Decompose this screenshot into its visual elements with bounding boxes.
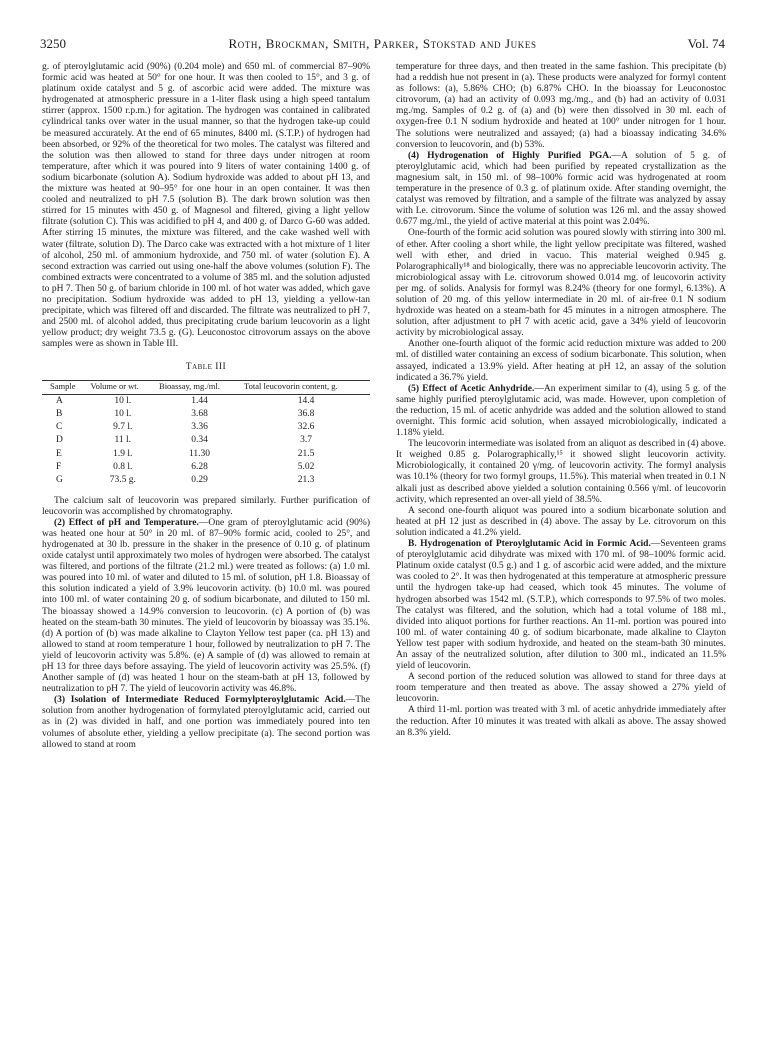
table-caption: Table III: [185, 362, 227, 373]
volume-label: Vol. 74: [687, 36, 725, 51]
paragraph: [396, 439, 726, 506]
paragraph-text: The leucovorin intermediate was isolated from an aliquot as described in (4) above. It weighed 0.85 g. Polarographically,¹⁵ it showed slight leucovorin activity. Microbiologically, it contained 20 γ/mg. of leucovorin activity. The formyl analysis was 10.1% (theory for two formyl groups, 11.5%). This material when treated in 0.1 N alkali just as described above yielded a solution containing 0.566 γ/ml. of leucovorin activity, which represented an over-all yield of 38.5%.: [396, 439, 726, 505]
table-cell: 0.29: [191, 475, 208, 486]
table-cell: E: [56, 448, 62, 459]
table-row: [42, 461, 370, 474]
paragraph-text: A second one-fourth aliquot was poured into a sodium bicarbonate solution and heated at pH 12 just as described in (4) above. The assay by Le. citrovorum on this solution indicated a 41.2% yield.: [396, 505, 726, 538]
table-row: [42, 434, 370, 447]
running-header: [40, 36, 725, 54]
table-row: [42, 448, 370, 461]
table-cell: 3.7: [300, 435, 312, 446]
table-cell: 11 l.: [114, 435, 132, 446]
paragraph-text: —An experiment similar to (4), using 5 g. of the same highly purified pteroylglutamic acid, was made. However, upon completion of the reduction, 15 ml. of acetic anhydride was added and the solution allowed to stand overnight. This formic acid solution, when assayed microbiologically, indicated a 1.18% yield.: [396, 383, 726, 439]
paragraph: [42, 496, 370, 518]
table-cell: D: [56, 435, 63, 446]
table-cell: 73.5 g.: [109, 475, 136, 486]
table-cell: A: [56, 395, 63, 406]
table-cell: G: [56, 475, 63, 486]
paragraph: [396, 506, 726, 539]
table-cell: 0.34: [191, 435, 208, 446]
table-cell: 36.8: [297, 408, 315, 419]
paragraph-text: The calcium salt of leucovorin was prepared similarly. Further purification of leucovorin was accomplished by chromatography.: [42, 495, 370, 517]
table-cell: 3.68: [191, 408, 208, 419]
paragraph-text: One-fourth of the formic acid solution was poured slowly with stirring into 300 ml. of ether. After cooling a short while, the light yellow precipitate was filtered, washed well with ether, and dried in vacuo. This material weighed 0.945 g. Polarographically¹⁸ and biologically, there was no appreciable leucovorin activity. The microbiological assay with Le. citrovorum showed 0.014 mg. of leucovorin activity per mg. of solids. Analysis for formyl was 8.24% (theory for one formyl, 6.13%). A solution of 20 mg. of this yellow intermediate in 20 ml. of air-free 0.1 N sodium hydroxide was heated on a steam-bath for 45 minutes in a nitrogen atmosphere. The solution, after adjustment to pH 7 with acetic acid, gave a 34% yield of leucovorin activity by microbiological assay.: [396, 228, 726, 339]
left-column: [42, 62, 370, 751]
table-cell: 11.30: [189, 448, 211, 459]
table-cell: 32.6: [297, 422, 315, 433]
section-heading: (2) Effect of pH and Temperature.: [54, 517, 199, 528]
paragraph: [396, 62, 726, 151]
table-cell: 10 l.: [114, 395, 132, 406]
paragraph: [396, 339, 726, 383]
table-cell: B: [56, 408, 63, 419]
table-row: [42, 421, 370, 434]
table-cell: 0.8 l.: [113, 462, 133, 473]
table-header-cell: Sample: [42, 380, 89, 394]
table-cell: C: [56, 422, 63, 433]
table-row: [42, 408, 370, 421]
paragraph-text: A third 11-ml. portion was treated with 3 ml. of acetic anhydride immediately after the reduction. After 10 minutes it was treated with alkali as above. The assay showed an 8.3% yield.: [396, 705, 726, 738]
section-heading: (5) Effect of Acetic Anhydride.: [408, 383, 535, 394]
paragraph-text: —A solution of 5 g. of pteroylglutamic acid, which had been purified by repeated crystallization as the magnesium salt, in 150 ml. of 98–100% formic acid was hydrogenated at room temperature in the presence of 0.3 g. of platinum oxide. After standing overnight, the catalyst was removed by filtration, and a sample of the filtrate was analyzed by assay with Le. citrovorum. Since the volume of solution was 126 ml. and the assay showed 0.677 mg./ml., the yield of active material at this point was 2.04%.: [396, 150, 727, 228]
paragraph: [42, 518, 370, 696]
table-header-cell: Total leucovorin content, g.: [242, 380, 370, 394]
table-iii: [42, 380, 370, 488]
table-cell: 1.9 l.: [113, 448, 133, 459]
section-heading: (4) Hydrogenation of Highly Purified PGA.: [408, 150, 612, 161]
table-cell: 1.44: [191, 395, 208, 406]
table-row: [42, 394, 370, 408]
section-heading: B. Hydrogenation of Pteroylglutamic Acid in Formic Acid.: [408, 539, 651, 550]
table-header-cell: Volume or wt.: [89, 380, 158, 394]
paragraph: [396, 228, 726, 339]
table-header-cell: Bioassay, mg./ml.: [157, 380, 242, 394]
paragraph-text: Another one-fourth aliquot of the formic acid reduction mixture was added to 200 ml. of distilled water containing an excess of sodium bicarbonate. This solution, when assayed, indicated a 13.9% yield. After heating at pH 12, an assay of the solution indicated a 36.7% yield.: [396, 339, 726, 383]
table-row: [42, 474, 370, 487]
table-cell: 14.4: [297, 395, 315, 406]
table-cell: 21.5: [297, 448, 315, 459]
paragraph: [396, 151, 726, 229]
right-column: [396, 62, 726, 739]
section-heading: (3) Isolation of Intermediate Reduced Formylpteroylglutamic Acid.: [54, 695, 346, 706]
table-cell: 21.3: [297, 475, 315, 486]
table-cell: 10 l.: [114, 408, 132, 419]
paragraph-text: —One gram of pteroylglutamic acid (90%) was heated one hour at 50° in 20 ml. of 87–90% formic acid, cooled to 25°, and hydrogenated at 30 lb. pressure in the shaker in the presence of 0.10 g. of platinum oxide catalyst until approximately two moles of hydrogen were absorbed. The catalyst was filtered, and portions of the filtrate (21.2 ml.) were treated as follows: (a) 1.0 ml. was poured into 10 ml. of water and diluted to 15 ml. of solution, pH 1.8. Bioassay of this solution indicated a yield of 3.9% leucovorin activity. (b) 10.0 ml. was poured into 100 ml. of water containing 20 g. of sodium bicarbonate, and diluted to 150 ml. The bioassay showed a 14.9% conversion to leucovorin. (c) A portion of (b) was heated on the steam-bath 30 minutes. The yield of leucovorin by bioassay was 35.1%. (d) A portion of (b) was made alkaline to Clayton Yellow test paper (ca. pH 13) and allowed to stand at room temperature 1 hour, followed by neutralization to pH 7. The yield of leucovorin activity was 5.8%. (e) A sample of (d) was allowed to remain at pH 13 for three days before assaying. The yield of leucovorin activity was 25.5%. (f) Another sample of (d) was heated 1 hour on the steam-bath at pH 13, followed by neutralization to pH 7. The yield of leucovorin activity was 46.8%.: [42, 517, 371, 695]
paragraph-text: A second portion of the reduced solution was allowed to stand for three days at room temperature and then treated as above. The assay showed a 27% yield of leucovorin.: [396, 672, 726, 705]
paragraph: [396, 672, 726, 705]
table-cell: 9.7 l.: [113, 422, 133, 433]
paragraph: [396, 539, 726, 672]
table-cell: 6.28: [191, 462, 208, 473]
paragraph: [42, 695, 370, 750]
page-number: 3250: [40, 36, 66, 51]
paragraph: [396, 384, 726, 439]
paragraph-text: —The solution from another hydrogenation of formylated pteroylglutamic acid, carried out as in (2) was divided in half, and one portion was immediately poured into ten volumes of absolute ether, yielding a yellow precipitate (a). The second portion was allowed to stand at room: [42, 695, 370, 750]
paragraph-text: temperature for three days, and then treated in the same fashion. This precipitate (b) had a reddish hue not present in (a). These products were analyzed for formyl content as follows: (a), 5.86% CHO; (b) 6.87% CHO. In the bioassay for Leuconostoc citrovorum, (a) had an activity of 0.093 mg./mg., and (b) had an activity of 0.031 mg./mg. Samples of 0.2 g. of (a) and (b) were then dissolved in 30 ml. each of oxygen-free 0.1 N sodium hydroxide and heated at 100° under nitrogen for 1 hour. The solutions were neutralized and assayed; (a) had a bioassay indicating 34.6% conversion to leucovorin, and (b) 53%.: [396, 62, 726, 150]
table-cell: 5.02: [297, 462, 315, 473]
table-cell: 3.36: [191, 422, 208, 433]
paragraph: [396, 705, 726, 738]
table-cell: F: [56, 462, 62, 473]
running-authors: Roth, Brockman, Smith, Parker, Stokstad and Jukes: [228, 36, 537, 51]
paragraph-text: g. of pteroylglutamic acid (90%) (0.204 mole) and 650 ml. of commercial 87–90% formic acid was heated at 50° for one hour. It was then cooled to 15°, and 3 g. of platinum oxide catalyst and 5 g. of ascorbic acid were added. The mixture was hydrogenated at atmospheric pressure in a 1-liter flask using a high speed tantalum stirrer (approx. 1500 r.p.m.) for agitation. The hydrogen was contained in calibrated cylindrical tanks over water in the usual manner, so that the hydrogen take-up could be measured accurately. At the end of 65 minutes, 8400 ml. (S.T.P.) of hydrogen had been absorbed, or 92% of the theoretical for two moles. The catalyst was filtered and the solution was then allowed to stand for three days under nitrogen at room temperature, after which it was poured into 9 liters of water containing 1400 g. of sodium bicarbonate (solution A). Sodium hydroxide was added to about pH 13, and the mixture was heated at 90–95° for one hour in an open container. It was then cooled and neutralized to pH 7.5 (solution B). The dark brown solution was then stirred for 15 minutes with 450 g. of Magnesol and filtered, giving a light yellow filtrate (solution C). This was acidified to pH 4, and 400 g. of Darco G-60 was added. After stirring 15 minutes, the mixture was filtered, and the cake washed well with water (filtrate, solution D). The Darco cake was extracted with a hot mixture of 1 liter of alcohol, 250 ml. of ammonium hydroxide, and 750 ml. of water (solution E). A second extraction was carried out using one-half the above volumes (solution F). The combined extracts were concentrated to a volume of 385 ml. and the solution adjusted to pH 7. Then 50 g. of barium chloride in 100 ml. of hot water was added, which gave no precipitation. Sodium hydroxide was added to pH 13, yielding a yellow-tan precipitate, which was filtered off and discarded. The filtrate was neutralized to pH 7, and 2500 ml. of alcohol added, thus precipitating crude barium leucovorin as a light yellow product; dry weight 73.5 g. (G). Leuconostoc citrovorum assays on the above samples were as shown in Table III.: [42, 62, 370, 350]
paragraph: [42, 62, 370, 350]
paragraph-text: —Seventeen grams of pteroylglutamic acid dihydrate was mixed with 170 ml. of 98–100% formic acid. Platinum oxide catalyst (0.5 g.) and 1 g. of ascorbic acid were added, and the mixture was cooled to 2°. It was then hydrogenated at this temperature at atmospheric pressure until the hydrogen take-up had ceased, which took 45 minutes. The volume of hydrogen absorbed was 1542 ml. (S.T.P.), which corresponds to 97.5% of two moles. The catalyst was filtered, and the solution, which had a total volume of 188 ml., divided into aliquot portions for further reactions. An 11-ml. portion was poured into 100 ml. of water containing 40 g. of sodium bicarbonate, made alkaline to Clayton Yellow test paper with sodium hydroxide, and heated on the steam-bath 30 minutes. An assay of the neutralized solution, after dilution to 300 ml., indicated an 11.5% yield of leucovorin.: [396, 539, 726, 672]
